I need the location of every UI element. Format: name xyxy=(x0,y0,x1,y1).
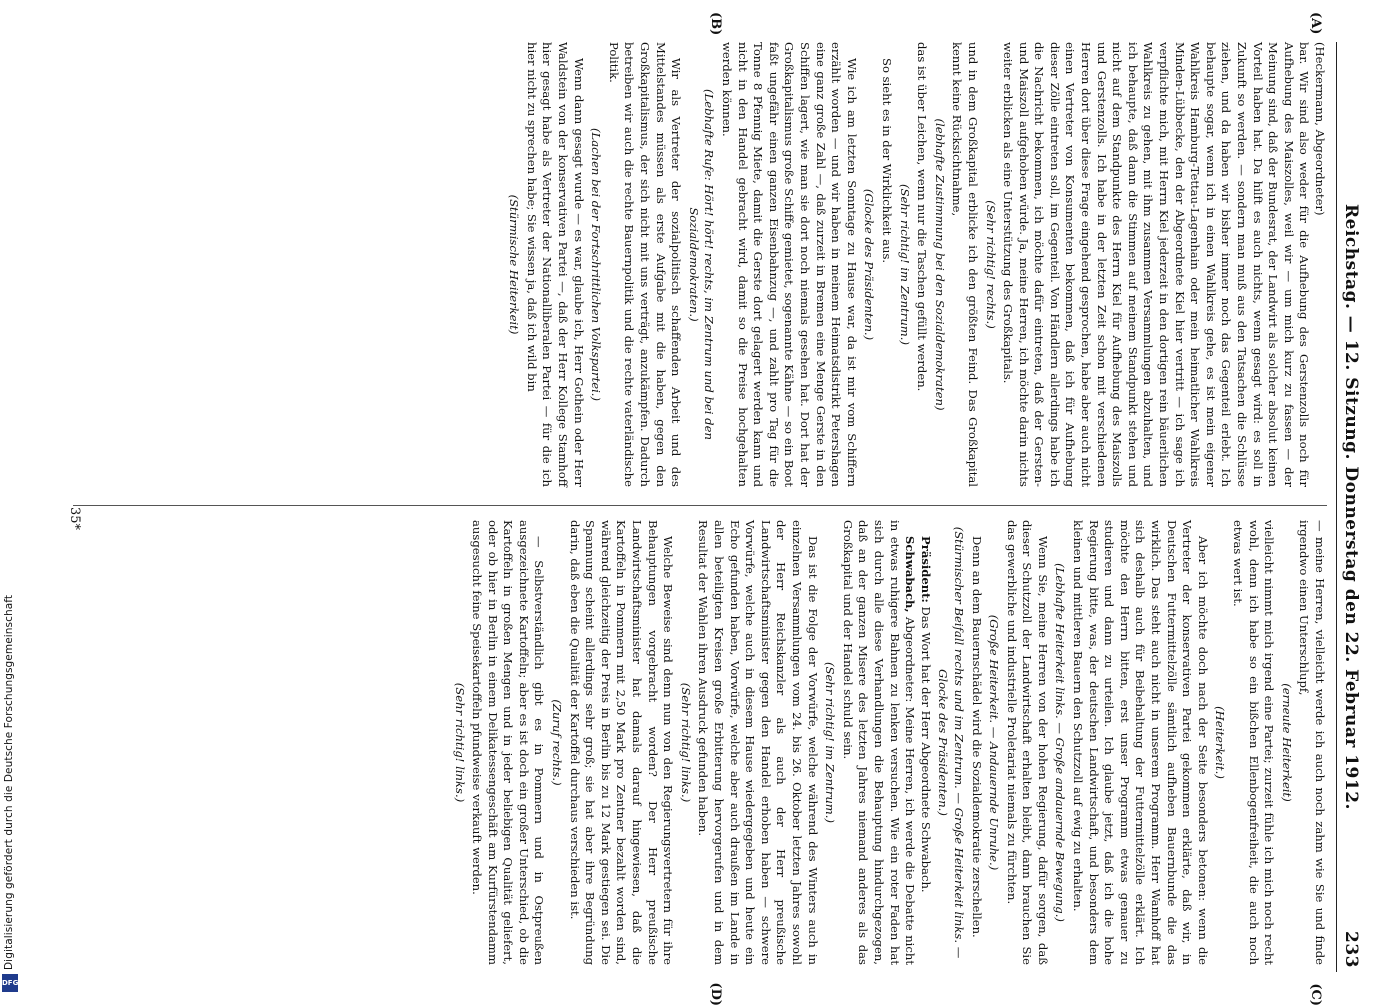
document-page xyxy=(67,12,1363,1006)
page-header xyxy=(1336,42,1363,972)
interjection: (Stürmischer Beifall rechts und im Zentrum. — Große Heiterkeit links. — Glocke des Präsidenten.) xyxy=(936,526,966,959)
speaker-label: (Heckermann, Abgeordneter) xyxy=(1313,42,1327,216)
interjection: (Sehr richtig! im Zentrum.) xyxy=(823,661,838,823)
paragraph: Das ist die Folge der Vorwürfe, welche während des Winters auch in einzelnen Versammlungen vom 24. bis 26. Oktober letzten Jahres sowohl der Herr Reichskanzler als auch der Herr preußische Landwirtschaftsminister gegen den Handel erhoben haben — schwere Vorwürfe, welche auch in diesem Hause wiedergegeben und heute ein Echo gefunden haben, Vorwürfe, welche aber auch draußen im Lande in allen beteiligten Kreisen große Erbitterung hervorgerufen und in dem Resultat der Wahlen ihren Ausdruck gefunden haben. xyxy=(696,520,820,965)
margin-marker-c: (C) xyxy=(1308,983,1323,1006)
paragraph: Das Wort hat der Herr Abgeordnete Schwabach. xyxy=(918,606,933,893)
column-right xyxy=(449,520,1327,965)
column-divider xyxy=(73,505,1327,506)
interjection: (lebhafte Zustimmung bei den Sozialdemokraten) xyxy=(932,118,947,411)
paragraph: Wie ich am letzten Sonntage zu Hause war, da ist mir vom Schiffern erzählt worden — und wir haben in meinem Heimatsdistrikt Petershagen eine ganz große Zahl —, daß zurzeit in Bremen eine Menge Gerste in den Schiffen lagert, wie man sie dort noch niemals gesehen hat. Dort hat der Großkapitalismus große Schiffe gemietet, sogenannte Kähne — so ein Boot faßt ungefähr einen ganzen Eisenbahnzug —, und zahlt pro Tag für die Tonne 8 Pfennig Miete, damit die Gerste dort gelagert werden kann und nicht in den Handel gebracht wird, damit so die Preise hochgehalten werden können. xyxy=(720,42,859,487)
page-number: 233 xyxy=(1341,931,1361,968)
interjection: (Sehr richtig! links.) xyxy=(452,682,467,803)
interjection: (erneute Heiterkeit) xyxy=(1279,683,1294,802)
paragraph: und in dem Großkapital erblicke ich den größten Feind. Das Großkapital kennt keine Rücksichtnahme, xyxy=(950,42,980,487)
interjection: (Glocke des Präsidenten.) xyxy=(862,188,877,341)
speaker-label: Präsident: xyxy=(918,536,933,603)
digitization-credit: Digitalisierung gefördert durch die Deutsche Forschungsgemeinschaft xyxy=(3,594,15,970)
session-title: Reichstag. — 12. Sitzung. Donnerstag den 22. Februar 1912. xyxy=(1341,204,1361,810)
interjection: (Lebhafte Heiterkeit links. — Große andauernde Bewegung.) xyxy=(1053,563,1068,922)
paragraph: bar. Wir sind also weder für die Aufhebung des Gerstenzolls noch für Aufhebung des Maiszolles, weil wir — um mich kurz zu fassen — der Meinung sind, daß der Bundesrat, der Landwirt als solcher absolut keinen Vorteil haben hat. Da hilft es auch nichts, wenn gesagt wird: es soll in Zukunft so werden. — sondern man muß aus den Tatsachen die Schlüsse ziehen, und da haben wir bisher immer noch das Gegenteil erlebt. Ich behaupte sogar, wenn ich in einen Wahlkreis gehe, es ist mein eigener Wahlkreis Hamburg-Tettau-Lagenhain oder mein heimatlicher Wahlkreis Minden-Lübbecke, den der Abgeordnete Kiel hier vertritt — ich sage ich verpflichte mich, mit Herrn Kiel jederzeit in den dortigen rein bäuerlichen Wahlkreis zu gehen, mit ihm zusammen Versammlungen abzuhalten, und ich behaupte, daß dann die Stimmen auf meinem Standpunkt stehen und nicht auf dem Standpunkte des Herrn Kiel für Aufhebung des Maiszolls und Gerstenzolls. Ich habe in der letzten Zeit schon mit verschiedenen Herren dort über diese Frage eingehend gesprochen, habe aber auch nicht einen Vertreter von Konsumenten bekommen, daß ich für Aufhebung dieser Zölle eintreten soll, im Gegenteil. Von Händlern allerdings habe ich die Nachricht bekommen, ich möchte dafür eintreten, daß der Gersten- und Maiszoll aufgehoben würde. Ja, meine Herren, ich möchte darin nichts weiter erblicken als eine Unterstützung des Großkapitals. xyxy=(1001,42,1312,487)
margin-marker-b: (B) xyxy=(708,12,723,36)
paragraph: Wenn Sie, meine Herren von der hohen Regierung, dafür sorgen, daß dieser Schutzzoll der Landwirtschaft erhalten bleibt, dann brauchen Sie das gewerbliche und industrielle Proletariat niemals zu fürchten. xyxy=(1004,520,1050,965)
interjection: (Lebhafte Rufe: Hört! hört! rechts, im Zentrum und bei den Sozialdemokraten.) xyxy=(686,89,717,440)
paragraph: Wenn dann gesagt wurde — es war, glaube ich, Herr Gothein oder Herr Waldstein von der konservativen Partei —, daß der Herr Kollege Stamhoff hier gesagt habe als Vertreter der Nationalliberalen Partei — für die ich hier nicht zu sprechen habe; Sie wissen ja, daß ich wild bin xyxy=(524,42,586,487)
paragraph: Wir als Vertreter der sozialpolitisch schaffenden Arbeit und des Mittelstandes müssen als erste Aufgabe mit die haben, gegen den Großkapitalismus, der sich nicht mit uns verträgt, anzukämpfen. Dadurch betreiben wir auch die rechte Bauernpolitik und die rechte vaterländische Politik. xyxy=(606,42,684,487)
margin-marker-a: (A) xyxy=(1308,12,1323,35)
digitization-sidebar xyxy=(0,0,22,1000)
margin-marker-d: (D) xyxy=(708,982,723,1006)
signature-mark: 35* xyxy=(67,507,82,531)
paragraph: So sieht es in der Wirklichkeit aus. xyxy=(879,58,894,264)
paragraph: — Selbstverständlich gibt es in Pommern und in Ostpreußen ausgezeichnete Kartoffeln; aber es ist doch ein großer Unterschied, ob die Kartoffeln in großen Mengen und in jeder beliebigen Qualität geliefert, oder ob hier in Berlin in einem Delikatessengeschäft am Kurfürstendamm ausgesucht feine Speisekartoffeln pfundweise verkauft werden. xyxy=(470,520,547,965)
interjection: (Sehr richtig! rechts.) xyxy=(983,200,998,329)
interjection: (Große Heiterkeit. — Andauernde Unruhe.) xyxy=(987,614,1002,871)
interjection: (Zuruf rechts.) xyxy=(550,699,565,786)
paragraph: Denn an dem Bauernschädel wird die Sozialdemokratie zerschellen. xyxy=(969,536,984,938)
speaker-label: Schwabach, xyxy=(903,536,918,613)
paragraph: das ist über Leichen, wenn nur die Taschen gefüllt werden. xyxy=(915,42,930,392)
paragraph: Welche Beweise sind denn nun von den Regierungsvertretern für ihre Behauptungen vorgebracht worden? Der Herr preußische Landwirtschaftsminister hat damals darauf hingewiesen, daß die Kartoffeln in Pommern mit 2,50 Mark pro Zentner bezahlt worden sind, während gleichzeitig der Preis in Berlin bis zu 12 Mark gestiegen sei. Die Spannung scheint allerdings sehr groß; sie hat aber ihre Begründung darin, daß eben die Qualität der Kartoffel durchaus verschieden ist. xyxy=(567,520,676,965)
paragraph: — meine Herren, vielleicht werde ich auch noch zahm wie Sie und finde irgendwo einen Unterschlupf, xyxy=(1297,520,1327,965)
column-left xyxy=(504,42,1327,487)
interjection: (Lachen bei der Fortschrittlichen Volkspartei.) xyxy=(589,127,604,402)
paragraph: Abgeordneter: Meine Herren, ich werde die Debatte nicht in etwas ruhigere Bahnen zu lenken versuchen. Wie ein roter Faden hat sich durch alle diese Verhandlungen die Behauptung hindurchgezogen, daß an der ganzen Misere des letzten Jahres niemand anderes als das Großkapital und der Handel schuld sein. xyxy=(840,520,918,965)
interjection: (Sehr richtig! links.) xyxy=(678,682,693,803)
interjection: (Stürmische Heiterkeit) xyxy=(507,194,522,335)
interjection: (Sehr richtig! im Zentrum.) xyxy=(897,183,912,345)
dfg-logo: DFG xyxy=(2,974,18,992)
interjection: (Heiterkeit.) xyxy=(1213,706,1228,779)
paragraph: Aber ich möchte doch nach der Seite besonders betonen: wenn die Vertreter der konservativen Partei gekommen erklärte, daß wir, in Deutschen Futtermittelzölle sämtlich aufheben Bauernbunde die das wirklich. Das steht auch nicht in unserem Programm. Herr Wamhoff hat sich deshalb auch für Beibehaltung der Futtermittelzölle erklärt. Ich möchte den Herrn bitten, erst unser Programm etwas genauer zu studieren und dann zu urteilen. Ich glaube jetzt, daß ich die hohe Regierung bitte, was, der deutschen Landwirtschaft, und besonders dem kleinen und mittleren Bauern den Schutzzoll auf ewig zu erhalten. xyxy=(1071,520,1210,965)
paragraph: vielleicht nimmt mich irgend eine Partei; zurzeit fühle ich mich noch recht wohl, denn ich habe so ein bißchen Ellenbogenfreiheit, die auch noch etwas wert ist. xyxy=(1231,520,1277,965)
